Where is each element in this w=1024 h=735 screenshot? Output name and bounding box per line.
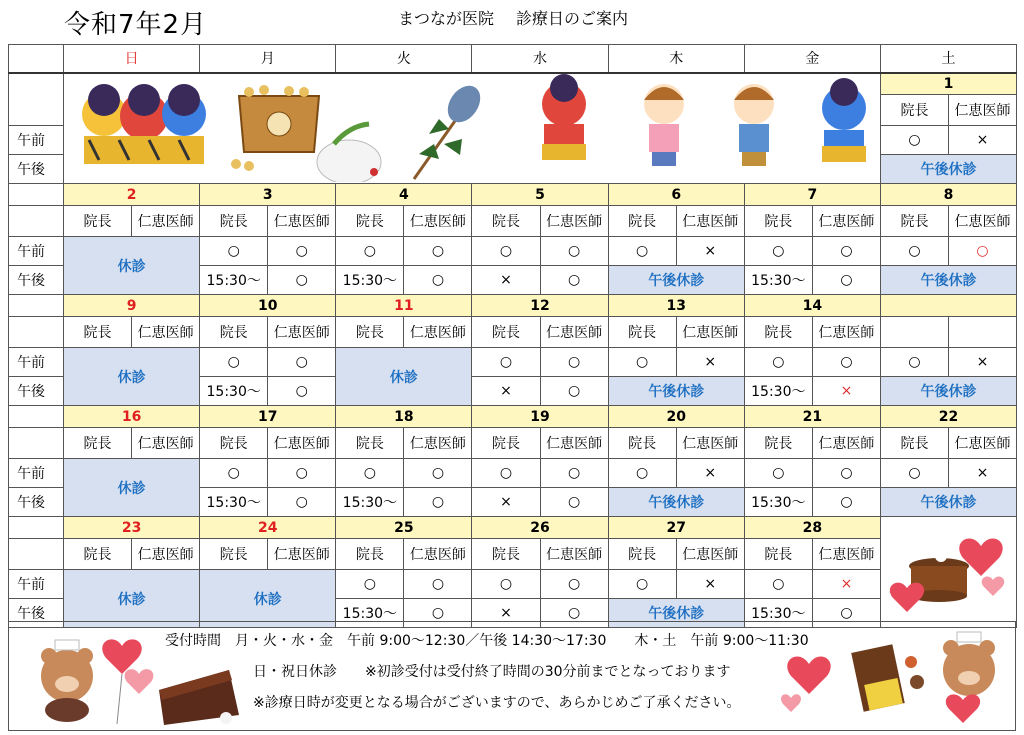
- slot-mark: ○: [540, 348, 608, 377]
- weekday-sun: 日: [64, 45, 200, 73]
- slot-mark: ○: [404, 599, 472, 628]
- am-label: 午前: [9, 348, 64, 377]
- doctor-label: 仁恵医師: [676, 206, 744, 237]
- slot-mark: ○: [268, 266, 336, 295]
- doctor-label: 仁恵医師: [132, 539, 200, 570]
- slot-mark: ○: [200, 348, 268, 377]
- slot-mark: ○: [812, 348, 880, 377]
- slot-mark: ○: [744, 348, 812, 377]
- schedule-calendar: [8, 44, 1017, 628]
- hours-label: 受付時間: [165, 633, 221, 649]
- slot-mark: ×: [472, 377, 540, 406]
- date-26: 26: [472, 517, 608, 539]
- hours-line-3: [253, 692, 740, 712]
- doctor-label: 仁恵医師: [404, 539, 472, 570]
- closed-cell: 休診: [64, 348, 200, 406]
- slot-mark: ○: [540, 377, 608, 406]
- doctor-label: 仁恵医師: [404, 206, 472, 237]
- slot-mark: ×: [472, 266, 540, 295]
- slot-mark: ○: [268, 348, 336, 377]
- late-start: 15:30〜: [336, 488, 404, 517]
- bear-balloons-illustration: [27, 626, 157, 726]
- week3-am-row: [9, 348, 1017, 377]
- doctor-label: 仁恵医師: [949, 428, 1017, 459]
- director-label: 院長: [472, 206, 540, 237]
- closed-cell: 休診: [64, 570, 200, 628]
- doctor-label: 仁恵医師: [268, 539, 336, 570]
- doctor-label: 仁恵医師: [676, 317, 744, 348]
- doctor-label: 仁恵医師: [268, 428, 336, 459]
- slot-mark: ○: [812, 599, 880, 628]
- heart-icon: [787, 656, 830, 694]
- doctor-label: 仁恵医師: [812, 317, 880, 348]
- week5-am-row: [9, 570, 1017, 599]
- week5-doctor-row: [9, 539, 1017, 570]
- heart-icon: [890, 583, 924, 612]
- slot-mark: ○: [608, 348, 676, 377]
- bear-with-heart-icon: [943, 632, 995, 723]
- date-28: 28: [744, 517, 880, 539]
- slot-mark: ○: [608, 459, 676, 488]
- blue-oni-icon: [822, 78, 866, 162]
- weekday-sat: 土: [881, 45, 1017, 73]
- hours-line-1: [165, 630, 809, 650]
- date-27: 27: [608, 517, 744, 539]
- corner-cell: [9, 45, 64, 73]
- closed-cell: 休診: [64, 459, 200, 517]
- slot-mark: ○: [268, 237, 336, 266]
- slot-mark: ○: [472, 459, 540, 488]
- schedule-change-note: ※診療日時が変更となる場合がございますので、あらかじめご了承ください。: [253, 695, 741, 711]
- slot-mark: ○: [608, 570, 676, 599]
- slot-mark: ○: [336, 237, 404, 266]
- slot-mark: ○: [812, 459, 880, 488]
- slot-mark: ○: [540, 237, 608, 266]
- slot-mark: ×: [472, 488, 540, 517]
- bear-chef-icon: [41, 640, 93, 722]
- slot-mark: ○: [404, 459, 472, 488]
- director-label: 院長: [472, 428, 540, 459]
- am-label: 午前: [9, 570, 64, 599]
- slot-mark: ○: [200, 237, 268, 266]
- slot-mark: ○: [812, 266, 880, 295]
- slot-mark: ○: [540, 599, 608, 628]
- week2-doctor-row: [9, 206, 1017, 237]
- slot-mark: ×: [676, 348, 744, 377]
- week4-date-row: [9, 406, 1017, 428]
- date-17: 17: [200, 406, 336, 428]
- first-visit-note: ※初診受付は受付終了時間の30分前までとなっております: [365, 664, 731, 680]
- doctor-label: 仁恵医師: [132, 428, 200, 459]
- hiiragi-iwashi-icon: [414, 80, 487, 179]
- director-label: 院長: [336, 317, 404, 348]
- slot-mark: ○: [540, 488, 608, 517]
- date-15-blank: [881, 295, 1017, 317]
- doctor-label: 仁恵医師: [676, 539, 744, 570]
- slot-mark: ×: [472, 599, 540, 628]
- slot-mark: ○: [404, 266, 472, 295]
- doctor-label: 仁恵医師: [949, 95, 1017, 126]
- director-label: 院長: [64, 428, 132, 459]
- slot-mark: ○: [268, 377, 336, 406]
- director-label: 院長: [744, 206, 812, 237]
- late-start: 15:30〜: [744, 266, 812, 295]
- date-21: 21: [744, 406, 880, 428]
- director-label: 院長: [608, 206, 676, 237]
- slot-mark-red: ○: [949, 237, 1017, 266]
- director-label: 院長: [200, 539, 268, 570]
- pm-closed-cell: 午後休診: [881, 488, 1017, 517]
- am-label: 午前: [9, 459, 64, 488]
- date-25: 25: [336, 517, 472, 539]
- pm-closed-cell: 午後休診: [881, 377, 1017, 406]
- slot-mark: ○: [540, 570, 608, 599]
- director-label: 院長: [64, 206, 132, 237]
- weekday-mon: 月: [200, 45, 336, 73]
- slot-mark: ○: [881, 126, 949, 155]
- director-label: 院長: [608, 428, 676, 459]
- date-12: 12: [472, 295, 608, 317]
- oni-group-icon: [82, 84, 206, 164]
- closed-cell: 休診: [64, 237, 200, 295]
- date-23: 23: [64, 517, 200, 539]
- slot-mark: ○: [540, 459, 608, 488]
- child-with-bowl-icon: [734, 84, 774, 166]
- weekday-fri: 金: [744, 45, 880, 73]
- date-8: 8: [881, 184, 1017, 206]
- doctor-label: 仁恵医師: [812, 206, 880, 237]
- week3-date-row: [9, 295, 1017, 317]
- weekday-hours: 午前 9:00〜12:30／午後 14:30〜17:30: [347, 633, 607, 649]
- weekday-header-row: [9, 45, 1017, 73]
- week4-am-row: [9, 459, 1017, 488]
- slot-mark: ○: [812, 488, 880, 517]
- hearts-chocolate-bear-illustration: [779, 626, 1013, 726]
- cake-slice-icon: [159, 670, 239, 725]
- holiday-notice: 日・祝日休診: [253, 664, 337, 680]
- slot-mark: ○: [404, 570, 472, 599]
- late-start: 15:30〜: [336, 266, 404, 295]
- slot-mark: ○: [881, 237, 949, 266]
- am-label: 午前: [9, 126, 64, 155]
- doctor-label: 仁恵医師: [812, 539, 880, 570]
- date-11: 11: [336, 295, 472, 317]
- director-label: 院長: [336, 206, 404, 237]
- late-start: 15:30〜: [744, 488, 812, 517]
- director-label: 院長: [472, 539, 540, 570]
- slot-mark-red: ×: [812, 570, 880, 599]
- date-10: 10: [200, 295, 336, 317]
- director-label: 院長: [744, 428, 812, 459]
- director-label: 院長: [608, 539, 676, 570]
- slot-mark: ×: [949, 348, 1017, 377]
- slot-mark: ○: [404, 237, 472, 266]
- pm-closed-cell: 午後休診: [608, 377, 744, 406]
- date-9: 9: [64, 295, 200, 317]
- subtitle-text: 診療日のご案内: [516, 9, 629, 28]
- red-oni-icon: [542, 74, 586, 160]
- child-throwing-beans-icon: [644, 84, 684, 166]
- slot-mark: ○: [200, 459, 268, 488]
- heart-icon: [781, 694, 801, 712]
- director-label: 院長: [608, 317, 676, 348]
- setsubun-illustration: [64, 74, 880, 182]
- footer-info-box: [8, 621, 1016, 731]
- date-5: 5: [472, 184, 608, 206]
- slot-mark: ○: [404, 488, 472, 517]
- clinic-name: まつなが医院: [398, 9, 495, 28]
- pudding-hearts-illustration: [881, 518, 1015, 626]
- director-label: 院長: [336, 539, 404, 570]
- slot-mark: ○: [744, 459, 812, 488]
- date-24: 24: [200, 517, 336, 539]
- pm-closed-cell: 午後休診: [881, 266, 1017, 295]
- chocolate-cake-illustration: [154, 660, 244, 730]
- week5-date-row: [9, 517, 1017, 539]
- slot-mark: ○: [744, 237, 812, 266]
- date-7: 7: [744, 184, 880, 206]
- weekday-thu: 木: [608, 45, 744, 73]
- doctor-label: 仁恵医師: [676, 428, 744, 459]
- closed-cell: 休診: [200, 570, 336, 628]
- illustration-area: [64, 73, 881, 184]
- doctor-label: 仁恵医師: [132, 206, 200, 237]
- doctor-label: 仁恵医師: [812, 428, 880, 459]
- director-label: 院長: [881, 95, 949, 126]
- director-label: 院長: [744, 317, 812, 348]
- late-start: 15:30〜: [200, 377, 268, 406]
- daifuku-icon: [317, 124, 381, 182]
- date-4: 4: [336, 184, 472, 206]
- doctor-label: 仁恵医師: [540, 428, 608, 459]
- week2-date-row: [9, 184, 1017, 206]
- date-22: 22: [881, 406, 1017, 428]
- pm-closed-cell: 午後休診: [608, 599, 744, 628]
- date-14: 14: [744, 295, 880, 317]
- week3-doctor-row: [9, 317, 1017, 348]
- late-start: 15:30〜: [336, 599, 404, 628]
- slot-mark: ○: [336, 459, 404, 488]
- closed-cell: 休診: [336, 348, 472, 406]
- pm-closed-cell: 午後休診: [881, 155, 1017, 184]
- director-label: 院長: [64, 317, 132, 348]
- date-6: 6: [608, 184, 744, 206]
- slot-mark: ×: [676, 570, 744, 599]
- week4-doctor-row: [9, 428, 1017, 459]
- weekday-tue: 火: [336, 45, 472, 73]
- pm-closed-cell: 午後休診: [608, 488, 744, 517]
- slot-mark: ○: [336, 570, 404, 599]
- doctor-label: 仁恵医師: [540, 206, 608, 237]
- date-3: 3: [200, 184, 336, 206]
- am-label: 午前: [9, 237, 64, 266]
- hours-line-2: [253, 661, 731, 681]
- week2-am-row: [9, 237, 1017, 266]
- slot-mark: ×: [676, 459, 744, 488]
- heart-balloon-icon: [102, 639, 153, 724]
- slot-mark: ×: [676, 237, 744, 266]
- pm-label: 午後: [9, 488, 64, 517]
- weekday-wed: 水: [472, 45, 608, 73]
- slot-mark: ○: [472, 570, 540, 599]
- thu-sat-hours: 午前 9:00〜11:30: [690, 633, 809, 649]
- chocolate-bar-icon: [851, 644, 924, 711]
- slot-mark: ○: [268, 488, 336, 517]
- dessert-illustration-cell: [881, 517, 1017, 628]
- week1-date-row: [9, 73, 1017, 95]
- slot-mark: ○: [472, 237, 540, 266]
- director-label: 院長: [336, 428, 404, 459]
- page-title: 令和7年2月: [64, 10, 208, 40]
- director-label: 院長: [472, 317, 540, 348]
- slot-mark: ○: [881, 348, 949, 377]
- doctor-label: 仁恵医師: [540, 317, 608, 348]
- slot-mark: ○: [540, 266, 608, 295]
- slot-mark: ×: [949, 459, 1017, 488]
- date-1: 1: [881, 73, 1017, 95]
- doctor-label: 仁恵医師: [132, 317, 200, 348]
- thu-sat-days: 木・土: [634, 633, 677, 649]
- director-label: 院長: [881, 206, 949, 237]
- weekday-days: 月・火・水・金: [235, 633, 333, 649]
- doctor-label: 仁恵医師: [404, 428, 472, 459]
- slot-mark: ○: [608, 237, 676, 266]
- late-start: 15:30〜: [744, 377, 812, 406]
- director-label: 院長: [64, 539, 132, 570]
- slot-mark: ○: [472, 348, 540, 377]
- pm-label: 午後: [9, 377, 64, 406]
- slot-mark: ○: [812, 237, 880, 266]
- pm-label: 午後: [9, 155, 64, 184]
- pm-closed-cell: 午後休診: [608, 266, 744, 295]
- bean-box-icon: [231, 85, 319, 171]
- slot-mark: ○: [881, 459, 949, 488]
- date-20: 20: [608, 406, 744, 428]
- pm-label: 午後: [9, 266, 64, 295]
- slot-mark: ○: [268, 459, 336, 488]
- director-label: 院長: [200, 206, 268, 237]
- doctor-label: 仁恵医師: [404, 317, 472, 348]
- page-subtitle: [398, 6, 650, 29]
- slot-mark-red: ×: [812, 377, 880, 406]
- doctor-label: 仁恵医師: [268, 206, 336, 237]
- late-start: 15:30〜: [744, 599, 812, 628]
- slot-mark: ○: [744, 570, 812, 599]
- director-label: 院長: [200, 428, 268, 459]
- director-label: 院長: [200, 317, 268, 348]
- pm-label: 午後: [9, 599, 64, 628]
- heart-icon: [982, 576, 1005, 596]
- date-16: 16: [64, 406, 200, 428]
- slot-mark: ×: [949, 126, 1017, 155]
- doctor-label: 仁恵医師: [268, 317, 336, 348]
- date-18: 18: [336, 406, 472, 428]
- late-start: 15:30〜: [200, 266, 268, 295]
- doctor-label: 仁恵医師: [540, 539, 608, 570]
- date-2: 2: [64, 184, 200, 206]
- director-label: 院長: [881, 428, 949, 459]
- late-start: 15:30〜: [200, 488, 268, 517]
- director-label: 院長: [744, 539, 812, 570]
- date-19: 19: [472, 406, 608, 428]
- doctor-label: 仁恵医師: [949, 206, 1017, 237]
- date-13: 13: [608, 295, 744, 317]
